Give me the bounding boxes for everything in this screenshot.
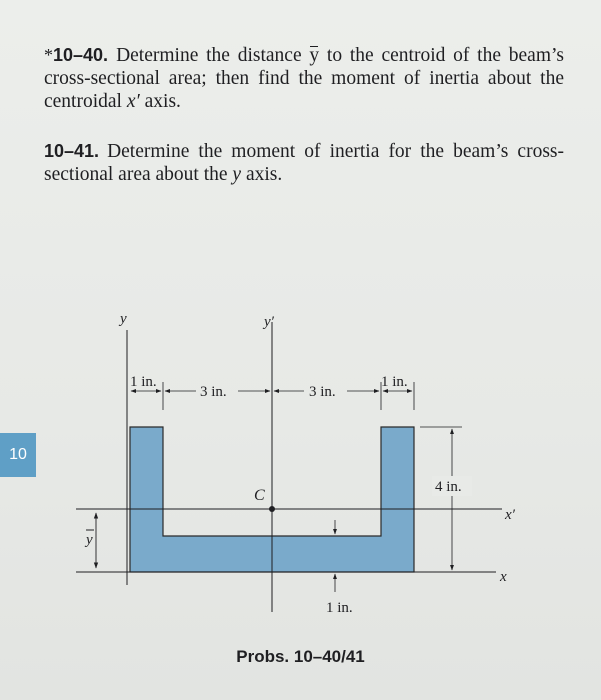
- centroid-point: [269, 506, 275, 512]
- ybar-dimension-label: y: [86, 532, 93, 548]
- dim-left-flange-label: 1 in.: [130, 374, 157, 390]
- problem-10-40-number: *10–40.: [44, 45, 109, 65]
- y-axis-label: y: [120, 311, 127, 327]
- problem-10-41-text-a: Determine the moment of inertia for the beam’s cross-sectional area about the: [44, 141, 564, 185]
- problem-10-40-text-b: to the centroid of the beam’s cross-sectional area; then find the moment of inertia about the centroidal: [44, 45, 564, 112]
- centroid-label: C: [254, 487, 265, 504]
- problem-10-41-number: 10–41.: [44, 141, 100, 161]
- dim-right-flange-label: 1 in.: [381, 374, 408, 390]
- x-axis-label: x: [500, 569, 507, 585]
- y-axis-symbol: y: [232, 164, 242, 185]
- dim-right-inner-label: 3 in.: [309, 384, 336, 400]
- problem-10-41-text-b: axis.: [241, 164, 283, 185]
- problem-10-40-text-a: Determine the distance: [116, 45, 310, 66]
- chapter-tab: 10: [0, 433, 36, 477]
- dim-left-inner-label: 3 in.: [200, 384, 227, 400]
- dim-height-label: 4 in.: [435, 479, 462, 495]
- x-prime-axis-label: x′: [505, 507, 515, 523]
- ybar-symbol: y: [309, 45, 320, 66]
- y-prime-axis-label: y′: [264, 314, 274, 330]
- figure-caption: Probs. 10–40/41: [236, 647, 365, 666]
- problem-10-40-text-c: axis.: [139, 91, 181, 112]
- dim-bottom-thickness-label: 1 in.: [326, 600, 353, 616]
- x-prime-symbol: x′: [126, 91, 140, 112]
